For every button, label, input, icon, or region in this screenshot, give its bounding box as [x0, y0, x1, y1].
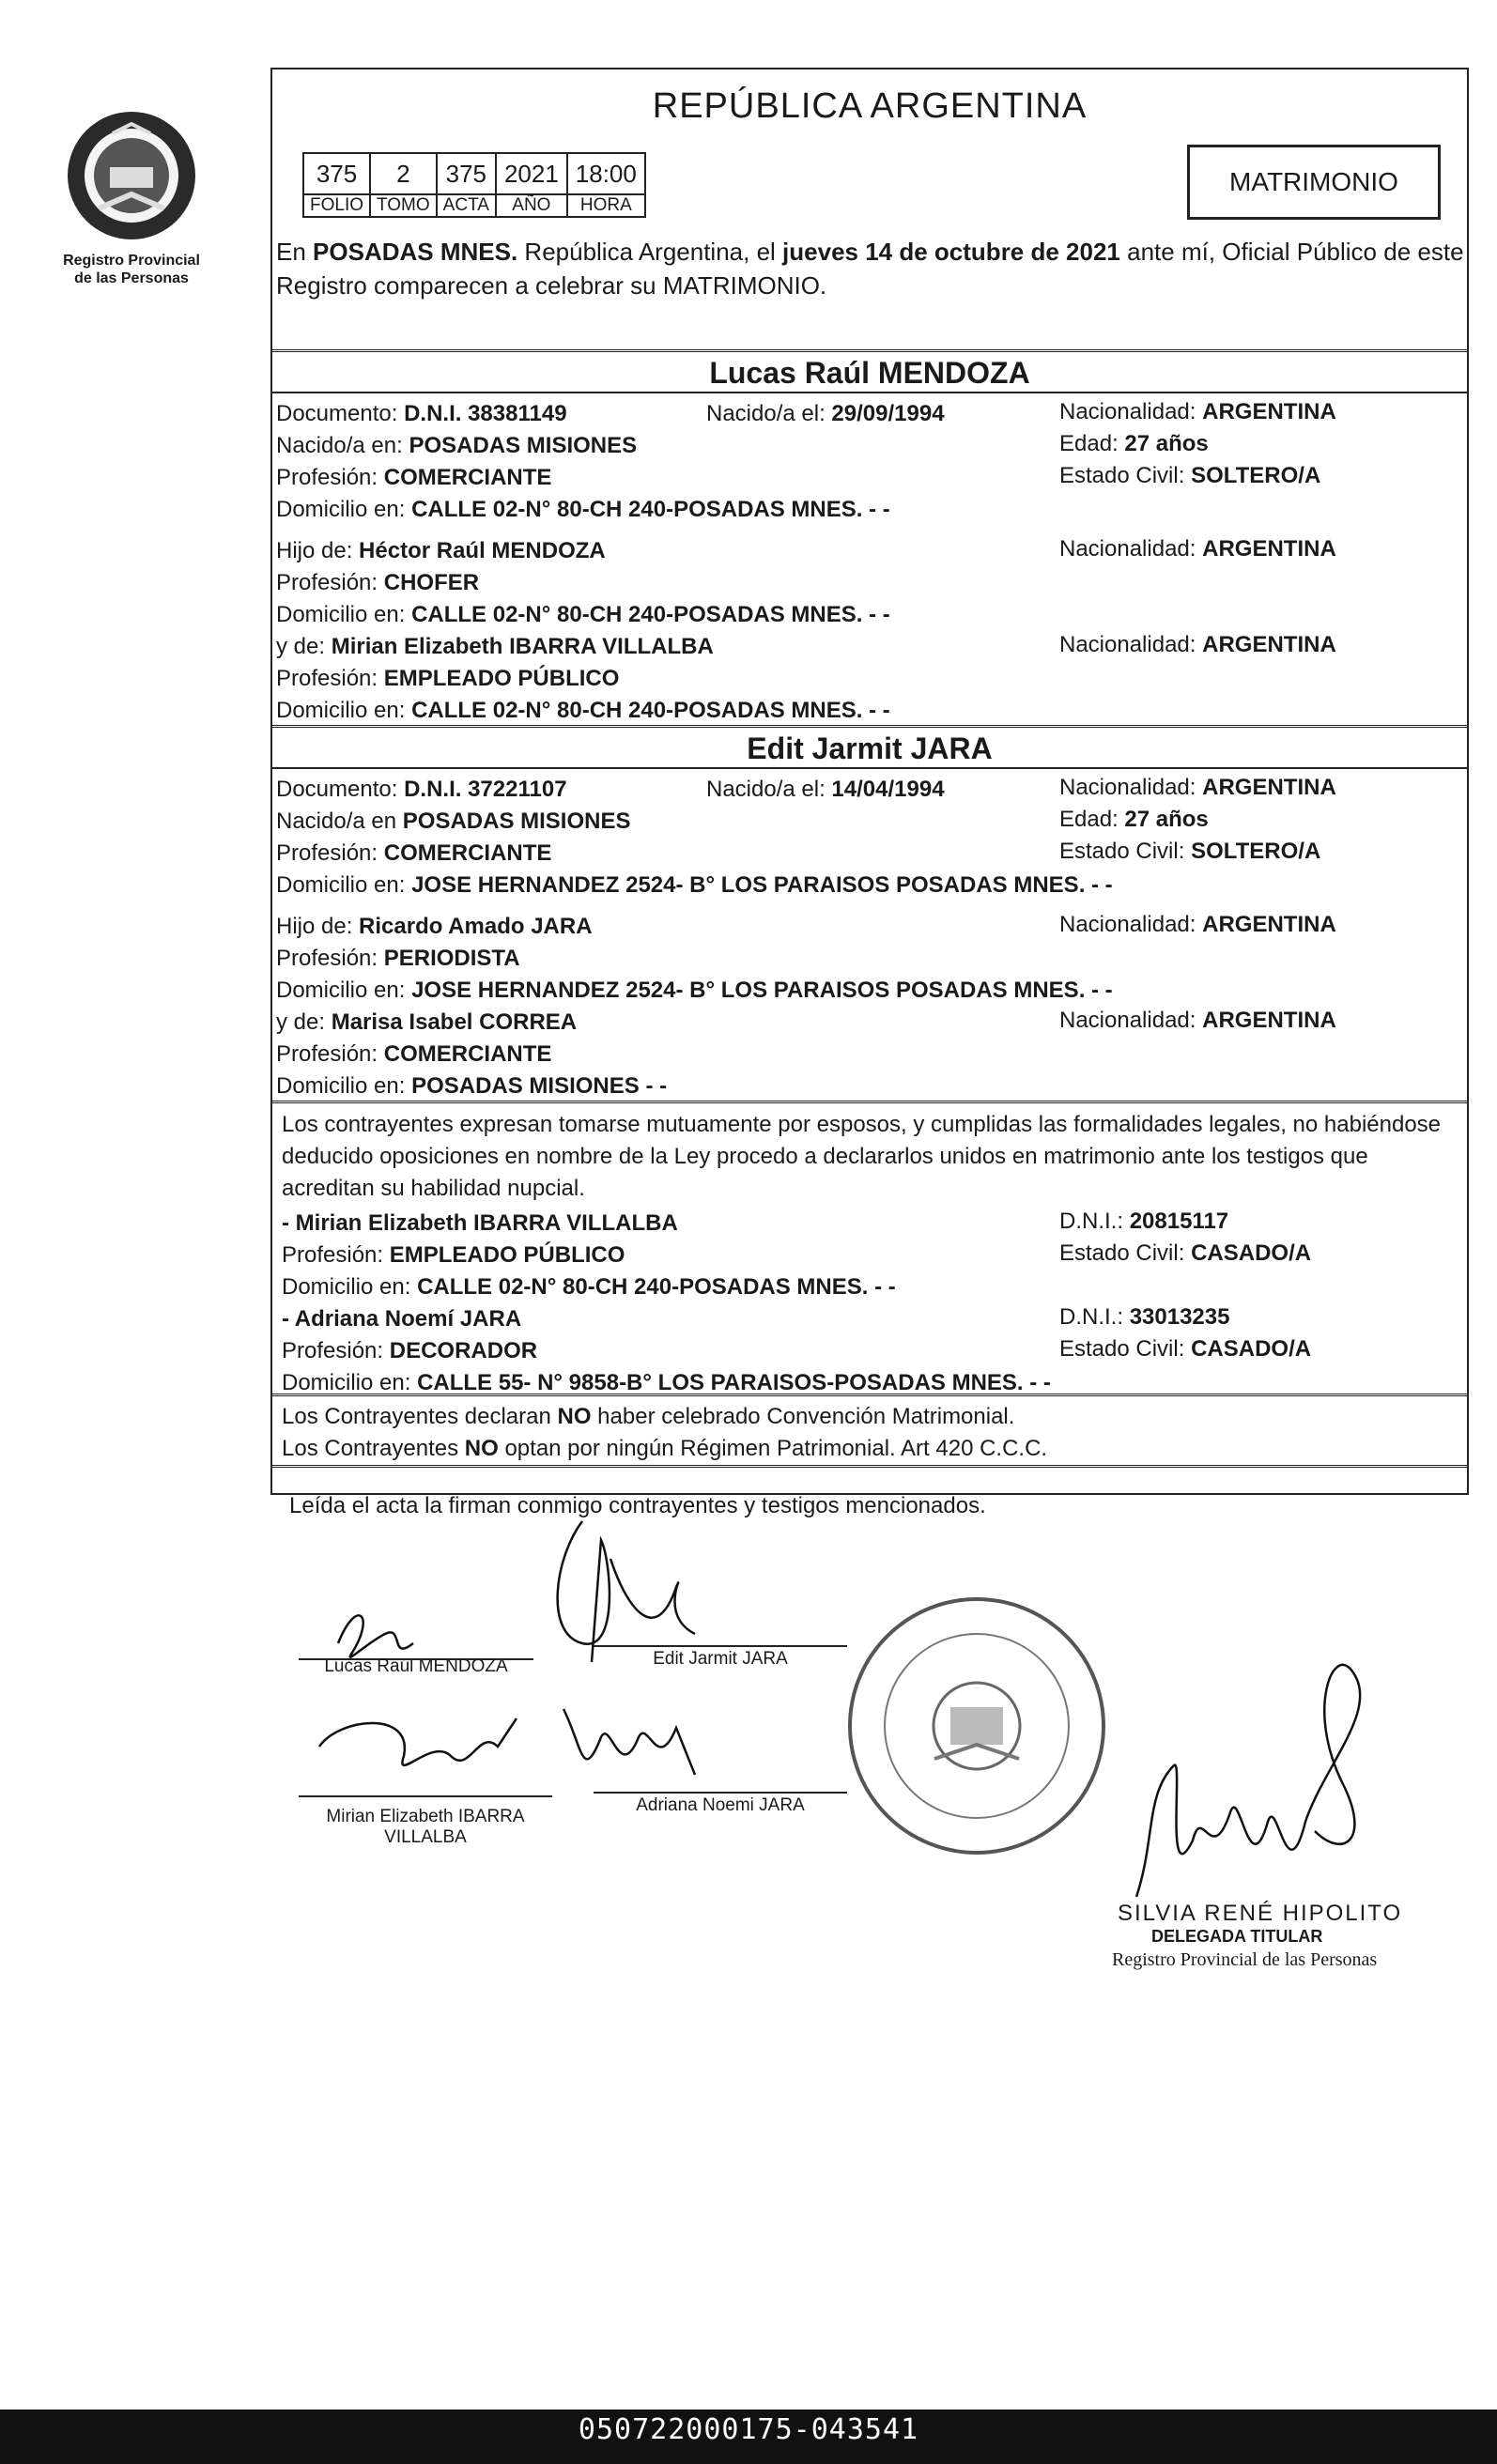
- bride-name: Edit Jarmit JARA: [272, 728, 1467, 769]
- groom-father-address: Domicilio en: CALLE 02-N° 80-CH 240-POSADAS MNES. - -: [276, 602, 890, 627]
- bride-profession: Profesión: COMERCIANTE: [276, 840, 552, 866]
- bride-civil-status: Estado Civil: SOLTERO/A: [1059, 839, 1321, 864]
- folio-label: FOLIO: [303, 194, 370, 217]
- bride-mother-profession: Profesión: COMERCIANTE: [276, 1041, 552, 1067]
- signature-line-witness1: [299, 1795, 552, 1797]
- witness1-name: - Mirian Elizabeth IBARRA VILLALBA: [282, 1210, 678, 1236]
- year-label: AÑO: [496, 194, 567, 217]
- groom-mother-address: Domicilio en: CALLE 02-N° 80-CH 240-POSADAS MNES. - -: [276, 698, 890, 723]
- groom-father-nationality: Nacionalidad: ARGENTINA: [1059, 536, 1336, 562]
- bride-age: Edad: 27 años: [1059, 807, 1209, 832]
- bride-birthplace: Nacido/a en POSADAS MISIONES: [276, 808, 631, 834]
- ceremony-text: Los contrayentes expresan tomarse mutuamente por esposos, y cumplidas las formalidades legales, no habiéndose deducido oposiciones en nombre de la Ley procedo a declararlos unidos en matrimonio ante los testigos que acreditan su habilidad nupcial.: [282, 1112, 1442, 1201]
- year-value: 2021: [496, 153, 567, 194]
- groom-age: Edad: 27 años: [1059, 431, 1209, 456]
- witness1-profession: Profesión: EMPLEADO PÚBLICO: [282, 1242, 625, 1268]
- bride-address: Domicilio en: JOSE HERNANDEZ 2524- B° LOS PARAISOS POSADAS MNES. - -: [276, 872, 1113, 898]
- groom-born: Nacido/a el: 29/09/1994: [706, 401, 945, 426]
- declaration-convention: Los Contrayentes declaran NO haber celebrado Convención Matrimonial.: [282, 1404, 1015, 1429]
- bride-section: [272, 725, 1467, 1099]
- bride-mother: y de: Marisa Isabel CORREA: [276, 1009, 578, 1035]
- registry-seal-icon: [836, 1585, 1118, 1867]
- signature-witness1: Mirian Elizabeth IBARRA VILLALBA: [326, 1807, 525, 1847]
- declarations-section: [272, 1394, 1467, 1461]
- witness2-name: - Adriana Noemí JARA: [282, 1306, 522, 1332]
- bride-mother-address: Domicilio en: POSADAS MISIONES - -: [276, 1073, 668, 1099]
- certificate-header: [272, 69, 1467, 351]
- bride-father-nationality: Nacionalidad: ARGENTINA: [1059, 912, 1336, 937]
- witness2-address: Domicilio en: CALLE 55- N° 9858-B° LOS PARAISOS-POSADAS MNES. - -: [282, 1370, 1051, 1395]
- officer-name: SILVIA RENÉ HIPOLITO: [1118, 1901, 1403, 1926]
- officer-role: DELEGADA TITULAR: [1151, 1927, 1323, 1946]
- groom-name: Lucas Raúl MENDOZA: [272, 352, 1467, 393]
- acta-label: ACTA: [437, 194, 496, 217]
- bride-father: Hijo de: Ricardo Amado JARA: [276, 914, 593, 939]
- hour-value: 18:00: [567, 153, 645, 194]
- marriage-certificate: [270, 68, 1469, 1495]
- signature-line-bride: [594, 1645, 847, 1647]
- groom-father: Hijo de: Héctor Raúl MENDOZA: [276, 538, 606, 563]
- groom-father-profession: Profesión: CHOFER: [276, 570, 480, 595]
- witness1-dni: D.N.I.: 20815117: [1059, 1209, 1229, 1234]
- bride-doc: Documento: D.N.I. 37221107: [276, 777, 567, 802]
- bride-father-profession: Profesión: PERIODISTA: [276, 946, 520, 971]
- logo-caption-line2: de las Personas: [74, 270, 189, 286]
- witness2-dni: D.N.I.: 33013235: [1059, 1304, 1230, 1330]
- signature-witness2: Adriana Noemi JARA: [636, 1795, 805, 1815]
- registry-logo: [38, 105, 225, 321]
- intro-text: En POSADAS MNES. República Argentina, el jueves 14 de octubre de 2021 ante mí, Oficial Público de este Registro comparecen a celebrar su MATRIMONIO.: [276, 238, 1464, 300]
- groom-birthplace: Nacido/a en: POSADAS MISIONES: [276, 433, 638, 458]
- document-code: 050722000175-043541: [578, 2413, 919, 2446]
- page-title: REPÚBLICA ARGENTINA: [652, 86, 1088, 126]
- bride-father-address: Domicilio en: JOSE HERNANDEZ 2524- B° LOS PARAISOS POSADAS MNES. - -: [276, 978, 1113, 1003]
- signature-groom: Lucas Raúl MENDOZA: [324, 1656, 508, 1676]
- signatures-intro: Leída el acta la firman conmigo contrayentes y testigos mencionados.: [289, 1493, 986, 1518]
- witness2-civil-status: Estado Civil: CASADO/A: [1059, 1336, 1312, 1362]
- groom-doc: Documento: D.N.I. 38381149: [276, 401, 567, 426]
- groom-mother-nationality: Nacionalidad: ARGENTINA: [1059, 632, 1336, 657]
- witness1-civil-status: Estado Civil: CASADO/A: [1059, 1240, 1312, 1266]
- ceremony-section: [272, 1101, 1467, 1395]
- declaration-regime: Los Contrayentes NO optan por ningún Régimen Patrimonial. Art 420 C.C.C.: [282, 1436, 1048, 1461]
- folio-value: 375: [303, 153, 370, 194]
- witness2-profession: Profesión: DECORADOR: [282, 1338, 538, 1363]
- groom-section: [272, 349, 1467, 723]
- bride-mother-nationality: Nacionalidad: ARGENTINA: [1059, 1008, 1336, 1033]
- logo-caption-line1: Registro Provincial: [63, 253, 200, 269]
- record-type: MATRIMONIO: [1187, 145, 1441, 220]
- signature-bride: Edit Jarmit JARA: [653, 1649, 788, 1669]
- officer-signature-icon: [1099, 1653, 1399, 1934]
- bride-born: Nacido/a el: 14/04/1994: [706, 777, 945, 802]
- officer-office: Registro Provincial de las Personas: [1112, 1949, 1378, 1970]
- witness1-address: Domicilio en: CALLE 02-N° 80-CH 240-POSADAS MNES. - -: [282, 1274, 896, 1300]
- intro-date: jueves 14 de octubre de 2021: [782, 238, 1120, 266]
- province-emblem-icon: [61, 105, 202, 246]
- hour-label: HORA: [567, 194, 645, 217]
- groom-mother: y de: Mirian Elizabeth IBARRA VILLALBA: [276, 634, 714, 659]
- bride-nationality: Nacionalidad: ARGENTINA: [1059, 775, 1336, 800]
- signatures-divider: [272, 1465, 1467, 1468]
- groom-nationality: Nacionalidad: ARGENTINA: [1059, 399, 1336, 424]
- acta-value: 375: [437, 153, 496, 194]
- groom-civil-status: Estado Civil: SOLTERO/A: [1059, 463, 1321, 488]
- tomo-value: 2: [370, 153, 437, 194]
- registry-table: [302, 152, 646, 218]
- tomo-label: TOMO: [370, 194, 437, 217]
- intro-place: POSADAS MNES.: [313, 238, 518, 266]
- groom-address: Domicilio en: CALLE 02-N° 80-CH 240-POSADAS MNES. - -: [276, 497, 890, 522]
- groom-mother-profession: Profesión: EMPLEADO PÚBLICO: [276, 666, 620, 691]
- signature-line-witness2: [594, 1792, 847, 1794]
- groom-profession: Profesión: COMERCIANTE: [276, 465, 552, 490]
